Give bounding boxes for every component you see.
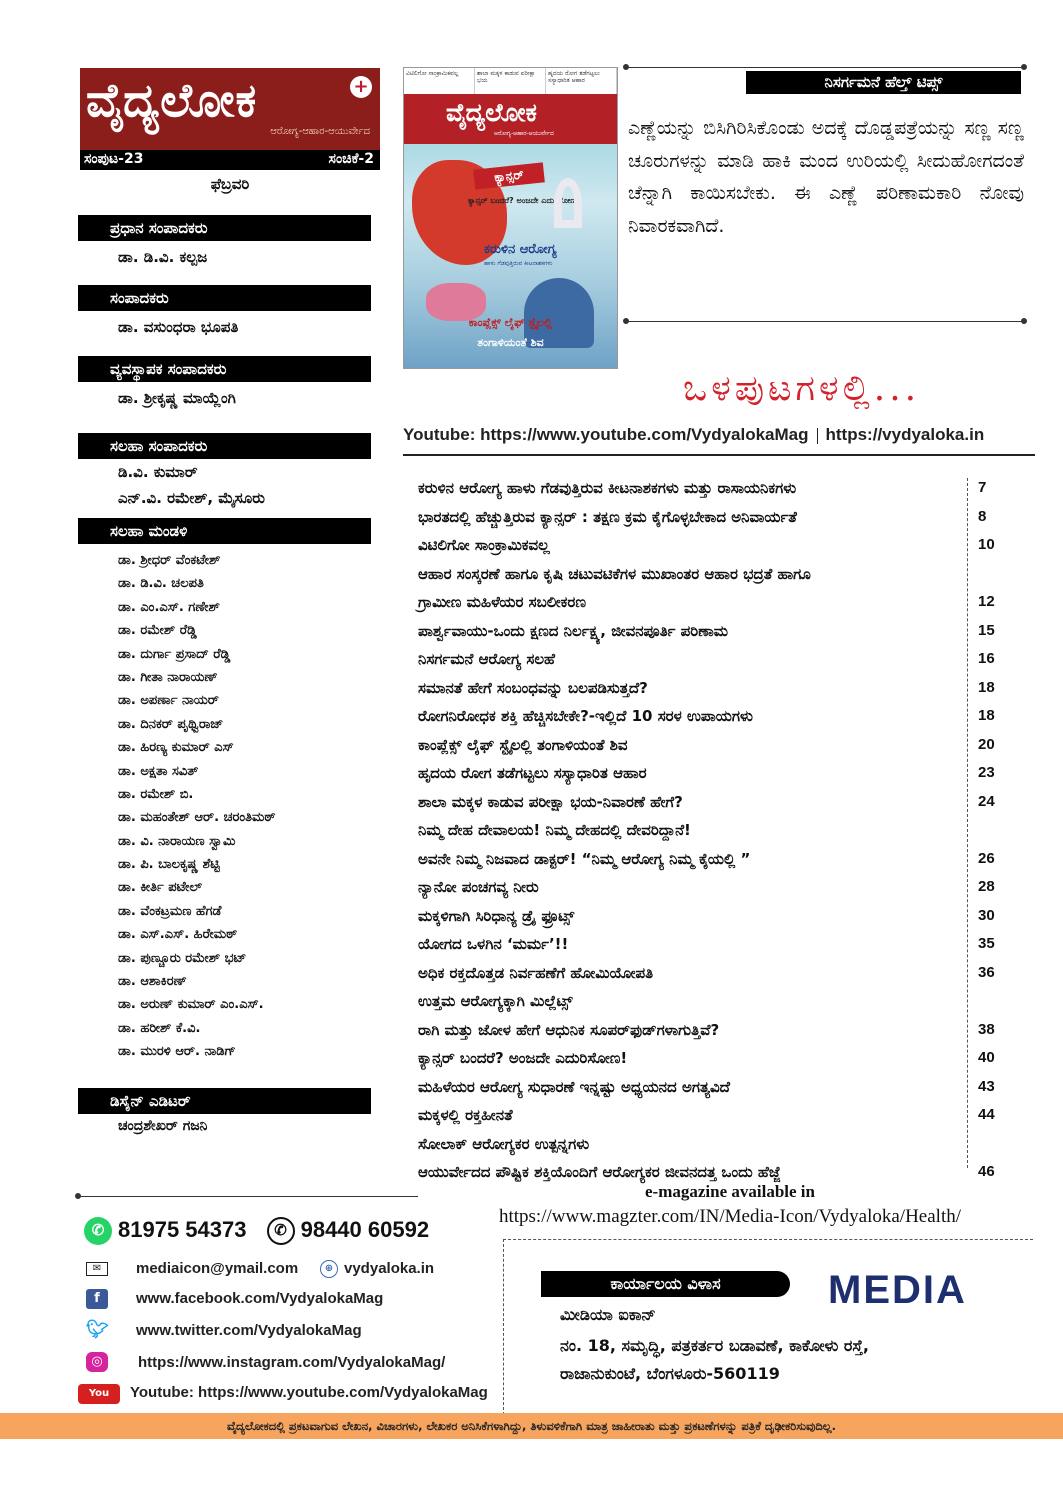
toc-page: 24	[978, 792, 995, 810]
toc-title: ನ್ಯಾನೋ ಪಂಚಗವ್ಯ ನೀರು	[418, 878, 539, 896]
contents-title: ಒಳಪುಟಗಳಲ್ಲಿ...	[683, 368, 921, 409]
toc-title: ಸೋಲಾಕ್ ಆರೋಗ್ಯಕರ ಉತ್ಪನ್ನಗಳು	[418, 1134, 590, 1153]
board-member: ಡಾ. ವಿ. ನಾರಾಯಣ ಸ್ವಾಮಿ	[118, 833, 236, 849]
disclaimer-bar: ವೈದ್ಯಲೋಕದಲ್ಲಿ ಪ್ರಕಟವಾಗುವ ಲೇಖನ, ವಿಚಾರಗಳು, ಲೇಖಕರ ಅನಿಸಿಕೆಗಳಾಗಿದ್ದು, ತಿಳುವಳಿಕೆಗಾಗಿ ಮಾತ್ರ ಜಾಹೀರಾತು ಮತ್ತು ಪ್ರಕಟಣೆಗಳನ್ನು ಪತ್ರಿಕೆ ದೃಢೀಕರಿಸುವುದಿಲ್ಲ.	[0, 1413, 1063, 1439]
awareness-ribbon-icon	[554, 178, 582, 228]
twitter-link[interactable]: www.twitter.com/VydyalokaMag	[136, 1322, 362, 1339]
toc-page: 18	[978, 678, 995, 696]
toc-page: 46	[978, 1163, 995, 1180]
board-member: ಡಾ. ಡಿ.ವಿ. ಚಲಪತಿ	[118, 576, 204, 592]
cover-gut-title: ಕರುಳಿನ ಆರೋಗ್ಯ	[484, 242, 557, 257]
board-member: ಡಾ. ಹಿರಣ್ಯ ಕುಮಾರ್ ಎಸ್	[118, 740, 234, 756]
toc-item[interactable]	[418, 620, 998, 649]
facebook-icon: f	[86, 1289, 108, 1309]
editor-name: ಡಾ. ವಸುಂಧರಾ ಭೂಪತಿ	[118, 318, 239, 336]
cover-question: ಕ್ಯಾನ್ಸರ್ ಬಂದರೆ? ಅಂಜದೇ ಎದುರಿಸೋಣ!	[468, 196, 580, 205]
board-member: ಡಾ. ಕೀರ್ತಿ ಪಟೇಲ್	[118, 880, 203, 896]
design-editor-heading: ಡಿಸೈನ್ ಎಡಿಟರ್	[78, 1088, 371, 1114]
email-link[interactable]: mediaicon@ymail.com	[136, 1260, 299, 1277]
masthead	[80, 68, 380, 150]
toc-item[interactable]	[418, 876, 998, 905]
cover-tagline: ಆರೋಗ್ಯ-ಆಹಾರ-ಆಯುರ್ವೇದ	[494, 130, 554, 137]
toc-page: 38	[978, 1020, 995, 1038]
toc-title: ಗ್ರಾಮೀಣ ಮಹಿಳೆಯರ ಸಬಲೀಕರಣ	[418, 593, 586, 611]
chief-editor-heading: ಪ್ರಧಾನ ಸಂಪಾದಕರು	[78, 215, 371, 241]
cover-image	[403, 67, 618, 369]
toc-title: ಶಾಲಾ ಮಕ್ಕಳ ಕಾಡುವ ಪರೀಕ್ಷಾ ಭಯ-ನಿವಾರಣೆ ಹೇಗೆ?	[418, 792, 683, 811]
board-member: ಡಾ. ಹರೀಶ್ ಕೆ.ವಿ.	[118, 1020, 201, 1036]
toc-title: ಆಹಾರ ಸಂಸ್ಕರಣೆ ಹಾಗೂ ಕೃಷಿ ಚಟುವಟಿಕೆಗಳ ಮುಖಾಂತರ ಆಹಾರ ಭದ್ರತೆ ಹಾಗೂ	[418, 564, 811, 583]
board-member: ಡಾ. ಎಂ.ಎಸ್. ಗಣೇಶ್	[118, 599, 220, 615]
address-line-1: ನಂ. 18, ಸಮೃದ್ಧಿ, ಪತ್ರಕರ್ತರ ಬಡಾವಣೆ, ಕಾಕೋಳು ರಸ್ತೆ,	[560, 1336, 869, 1355]
toc-title: ನಿಮ್ಮ ದೇಹ ದೇವಾಲಯ! ನಿಮ್ಮ ದೇಹದಲ್ಲಿ ದೇವರಿದ್ದಾನೆ!	[418, 821, 691, 839]
office-dashed-rule	[503, 1239, 1033, 1240]
toc-item[interactable]	[418, 1076, 998, 1105]
toc-page: 44	[978, 1106, 995, 1123]
board-member: ಡಾ. ದುರ್ಗಾ ಪ್ರಸಾದ್ ರೆಡ್ಡಿ	[118, 646, 231, 662]
mail-icon: ✉	[86, 1262, 108, 1276]
toc-item[interactable]	[418, 1047, 998, 1076]
toc-item[interactable]	[418, 648, 998, 677]
contents-links	[403, 425, 1033, 445]
volume-label: ಸಂಪುಟ-23	[84, 151, 144, 167]
toc-page: 18	[978, 707, 995, 724]
toc-title: ವಿಟಿಲಿಗೋ ಸಾಂಕ್ರಾಮಿಕವಲ್ಲ	[418, 536, 550, 554]
website-link-footer[interactable]: vydyaloka.in	[344, 1260, 435, 1277]
toc-title: ಉತ್ತಮ ಆರೋಗ್ಯಕ್ಕಾಗಿ ಮಿಲ್ಲೆಟ್ಸ್	[418, 992, 573, 1010]
tips-top-rule	[626, 67, 1024, 68]
cover-top-item: ಶಾಲಾ ಮಕ್ಕಳ ಕಾಡುವ ಪರೀಕ್ಷಾ ಭಯ	[475, 68, 546, 94]
toc-item[interactable]	[418, 962, 998, 991]
advisory-editors-heading: ಸಲಹಾ ಸಂಪಾದಕರು	[78, 433, 371, 459]
toc-page: 20	[978, 735, 995, 753]
toc-title: ಮಹಿಳೆಯರ ಆರೋಗ್ಯ ಸುಧಾರಣೆ ಇನ್ನಷ್ಟು ಅಧ್ಯಯನದ ಅಗತ್ಯವಿದೆ	[418, 1077, 730, 1096]
board-member: ಡಾ. ಎಸ್.ಎಸ್. ಹಿರೇಮಠ್	[118, 927, 238, 943]
toc-page: 16	[978, 650, 995, 667]
toc-item[interactable]	[418, 563, 998, 592]
toc-title: ಕಾಂಪ್ಲೆಕ್ಸ್ ಲೈಫ್ ಸ್ಟೈಲಲ್ಲಿ ತಂಗಾಳಿಯಂತೆ ಶಿವ	[418, 735, 628, 754]
phone-number[interactable]: 98440 60592	[300, 1217, 430, 1242]
board-member: ಡಾ. ಗೀತಾ ನಾರಾಯಣ್	[118, 669, 218, 685]
toc-item[interactable]	[418, 477, 998, 506]
twitter-icon: 🐦︎	[86, 1319, 109, 1340]
toc-title: ಅವನೇ ನಿಮ್ಮ ನಿಜವಾದ ಡಾಕ್ಟರ್! “ನಿಮ್ಮ ಆರೋಗ್ಯ ನಿಮ್ಮ ಕೈಯಲ್ಲಿ ”	[418, 849, 751, 868]
contact-top-rule	[78, 1196, 418, 1197]
chief-editor-name: ಡಾ. ಡಿ.ವಿ. ಕಲ್ಪಜ	[118, 248, 208, 266]
toc-title: ಮಕ್ಕಳಿಗಾಗಿ ಸಿರಿಧಾನ್ಯ ಡ್ರೈ ಫ್ರೂಟ್ಸ್	[418, 906, 575, 925]
phone-row	[84, 1217, 429, 1245]
toc-item[interactable]	[418, 1104, 998, 1133]
advisory-editor-1: ಡಿ.ವಿ. ಕುಮಾರ್	[118, 463, 198, 481]
managing-editor-heading: ವ್ಯವಸ್ಥಾಪಕ ಸಂಪಾದಕರು	[78, 356, 371, 382]
toc-title: ಪಾರ್ಶ್ವವಾಯು-ಒಂದು ಕ್ಷಣದ ನಿರ್ಲಕ್ಷ್ಯ, ಜೀವನಪೂರ್ತಿ ಪರಿಣಾಮ	[418, 621, 729, 640]
table-of-contents	[418, 477, 998, 1190]
youtube-link-footer[interactable]: Youtube: https://www.youtube.com/VydyalokaMag	[130, 1384, 488, 1401]
cover-top-item: ಹೃದಯ ರೋಗ ತಡೆಗಟ್ಟಲು ಸಸ್ಯಾಧಾರಿತ ಆಹಾರ	[546, 68, 617, 94]
toc-page: 26	[978, 849, 995, 867]
phone-icon: ✆	[267, 1217, 295, 1245]
board-member: ಡಾ. ದಿನಕರ್ ಪೃಥ್ವಿರಾಜ್	[118, 716, 224, 732]
contents-rule	[403, 454, 1035, 456]
toc-page: 40	[978, 1049, 995, 1066]
whatsapp-icon: ✆	[84, 1217, 112, 1245]
toc-item[interactable]	[418, 1133, 998, 1162]
globe-icon: ⊕	[320, 1260, 338, 1278]
issue-bar	[80, 150, 380, 170]
youtube-icon: You	[78, 1384, 120, 1404]
board-member: ಡಾ. ಶ್ರೀಧರ್ ವೆಂಕಟೇಶ್	[118, 553, 221, 568]
masthead-tagline: ಆರೋಗ್ಯ-ಆಹಾರ-ಆಯುರ್ವೇದ	[270, 126, 370, 137]
toc-item[interactable]	[418, 705, 998, 734]
cover-title: ವೈದ್ಯಲೋಕ	[446, 98, 537, 127]
toc-title: ಅಧಿಕ ರಕ್ತದೊತ್ತಡ ನಿರ್ವಹಣೆಗೆ ಹೋಮಿಯೋಪತಿ	[418, 963, 654, 982]
toc-item[interactable]	[418, 734, 998, 763]
toc-item[interactable]	[418, 791, 998, 820]
toc-title: ಆಯುರ್ವೇದದ ಪೌಷ್ಟಿಕ ಶಕ್ತಿಯೊಂದಿಗೆ ಆರೋಗ್ಯಕರ ಜೀವನದತ್ತ ಒಂದು ಹೆಜ್ಜೆ	[418, 1163, 781, 1181]
toc-item[interactable]	[418, 848, 998, 877]
toc-item[interactable]	[418, 591, 998, 620]
toc-page: 15	[978, 621, 995, 639]
office-dashed-divider	[503, 1239, 504, 1415]
office-name: ಮೀಡಿಯಾ ಐಕಾನ್	[560, 1305, 656, 1324]
board-member: ಡಾ. ಪುಣ್ಚೂರು ರಮೇಶ್ ಭಟ್	[118, 950, 247, 966]
toc-title: ರಾಗಿ ಮತ್ತು ಜೋಳ ಹೇಗೆ ಆಧುನಿಕ ಸೂಪರ್‌ಫುಡ್‌ಗಳಾಗುತ್ತಿವೆ?	[418, 1020, 720, 1039]
toc-page: 7	[978, 479, 987, 496]
toc-page: 12	[978, 593, 995, 610]
issue-label: ಸಂಚಿಕೆ-2	[328, 151, 374, 167]
board-member: ಡಾ. ಪಿ. ಬಾಲಕೃಷ್ಣ ಶೆಟ್ಟಿ	[118, 857, 220, 873]
link-separator	[817, 428, 818, 444]
media-logo-text: MEDIA	[828, 1268, 967, 1312]
toc-page: 8	[978, 507, 987, 525]
toc-title: ರೋಗನಿರೋಧಕ ಶಕ್ತಿ ಹೆಚ್ಚಿಸಬೇಕೇ?-ಇಲ್ಲಿದೆ 10 ಸರಳ ಉಪಾಯಗಳು	[418, 707, 753, 725]
masthead-title: ವೈದ್ಯಲೋಕ	[86, 73, 258, 127]
youtube-link[interactable]: Youtube: https://www.youtube.com/VydyalokaMag	[403, 425, 809, 444]
instagram-link[interactable]: https://www.instagram.com/VydyalokaMag/	[138, 1354, 446, 1371]
toc-title: ಯೋಗದ ಒಳಗಿನ ‘ಮರ್ಮ’!!	[418, 935, 569, 953]
toc-title: ಹೃದಯ ರೋಗ ತಡೆಗಟ್ಟಲು ಸಸ್ಯಾಧಾರಿತ ಆಹಾರ	[418, 764, 647, 782]
toc-page: 28	[978, 878, 995, 895]
cover-bottom-line-2: ತಂಗಾಳಿಯಂತೆ ಶಿವ	[477, 336, 544, 349]
advisory-editor-2: ಎನ್.ವಿ. ರಮೇಶ್, ಮೈಸೂರು	[118, 489, 265, 507]
board-member: ಡಾ. ಅಕ್ಷತಾ ಸವಿತ್	[118, 763, 199, 779]
toc-page: 43	[978, 1077, 995, 1095]
toc-item[interactable]	[418, 506, 998, 535]
health-tips-heading: ನಿಸರ್ಗಮನೆ ಹೆಲ್ತ್ ಟಿಪ್ಸ್	[746, 71, 1021, 94]
toc-page: 30	[978, 906, 995, 924]
issue-month: ಫೆಬ್ರವರಿ	[210, 175, 250, 193]
website-link[interactable]: https://vydyaloka.in	[825, 425, 985, 444]
toc-item[interactable]	[418, 534, 998, 563]
toc-page: 10	[978, 536, 995, 553]
cover-cancer-label: ಕ್ಯಾನ್ಸರ್	[473, 162, 545, 189]
tips-bottom-rule	[626, 321, 1024, 322]
cover-top-strip	[404, 68, 617, 94]
cover-top-item: ವಿಟಿಲಿಗೋ ಸಾಂಕ್ರಾಮಿಕವಲ್ಲ	[404, 68, 475, 94]
toc-title: ಕ್ಯಾನ್ಸರ್ ಬಂದರೆ? ಅಂಜದೇ ಎದುರಿಸೋಣ!	[418, 1049, 628, 1067]
advisory-board-list	[118, 549, 275, 1064]
toc-item[interactable]	[418, 762, 998, 791]
toc-title: ಸಮಾನತೆ ಹೇಗೆ ಸಂಬಂಧವನ್ನು ಬಲಪಡಿಸುತ್ತದೆ?	[418, 678, 648, 697]
board-member: ಡಾ. ರಮೇಶ್ ರೆಡ್ಡಿ	[118, 623, 197, 639]
emagazine-label: e-magazine available in	[645, 1182, 815, 1201]
toc-title: ನಿಸರ್ಗಮನೆ ಆರೋಗ್ಯ ಸಲಹೆ	[418, 650, 556, 668]
editor-heading: ಸಂಪಾದಕರು	[78, 285, 371, 311]
cover-bottom-line-1: ಕಾಂಪ್ಲೆಕ್ಸ್ ಲೈಫ್ ಸ್ಟೈಲಲ್ಲಿ	[468, 316, 553, 329]
design-editor-name: ಚಂದ್ರಶೇಖರ್ ಗಜನಿ	[118, 1118, 208, 1134]
instagram-icon: ◎	[86, 1352, 108, 1372]
whatsapp-number[interactable]: 81975 54373	[118, 1217, 247, 1242]
toc-item[interactable]	[418, 677, 998, 706]
emagazine-link[interactable]: https://www.magzter.com/IN/Media-Icon/Vydyaloka/Health/	[498, 1206, 962, 1227]
toc-title: ಭಾರತದಲ್ಲಿ ಹೆಚ್ಚುತ್ತಿರುವ ಕ್ಯಾನ್ಸರ್ : ತಕ್ಷಣ ಕ್ರಮ ಕೈಗೊಳ್ಳಬೇಕಾದ ಅನಿವಾರ್ಯತೆ	[418, 507, 797, 526]
medical-cross-icon: +	[350, 76, 372, 98]
board-member: ಡಾ. ಮಹಂತೇಶ್ ಆರ್. ಚರಂತಿಮಠ್	[118, 810, 276, 826]
toc-page: 35	[978, 935, 995, 952]
health-tips-body: ಎಣ್ಣೆಯನ್ನು ಬಿಸಿಗಿರಿಸಿಕೊಂಡು ಅದಕ್ಕೆ ದೊಡ್ಡಪತ್ರೆಯನ್ನು ಸಣ್ಣ ಸಣ್ಣ ಚೂರುಗಳನ್ನು ಮಾಡಿ ಹಾಕಿ ಮಂದ ಉರಿಯಲ್ಲಿ ಸೀದುಹೋಗದಂತೆ ಚೆನ್ನಾಗಿ ಕಾಯಿಸಬೇಕು. ಈ ಎಣ್ಣೆ ಪರಿಣಾಮಕಾರಿ ನೋವು ನಿವಾರಕವಾಗಿದೆ.	[628, 117, 1024, 237]
cover-masthead	[404, 94, 617, 144]
toc-item[interactable]	[418, 990, 998, 1019]
office-address-heading: ಕಾರ್ಯಾಲಯ ವಿಳಾಸ	[541, 1271, 790, 1297]
toc-title: ಕರುಳಿನ ಆರೋಗ್ಯ ಹಾಳು ಗೆಡವುತ್ತಿರುವ ಕೀಟನಾಶಕಗಳು ಮತ್ತು ರಾಸಾಯನಿಕಗಳು	[418, 479, 797, 497]
toc-title: ಮಕ್ಕಳಲ್ಲಿ ರಕ್ತಹೀನತೆ	[418, 1106, 513, 1124]
toc-item[interactable]	[418, 1019, 998, 1048]
toc-item[interactable]	[418, 905, 998, 934]
toc-page: 23	[978, 764, 995, 781]
managing-editor-name: ಡಾ. ಶ್ರೀಕೃಷ್ಣ ಮಾಯ್ಲೆಂಗಿ	[118, 389, 236, 407]
toc-item[interactable]	[418, 819, 998, 848]
facebook-link[interactable]: www.facebook.com/VydyalokaMag	[136, 1290, 384, 1307]
board-member: ಡಾ. ಅಪರ್ಣಾ ನಾಯರ್	[118, 693, 219, 709]
advisory-board-heading: ಸಲಹಾ ಮಂಡಳಿ	[78, 518, 371, 544]
board-member: ಡಾ. ಮುರಳಿ ಆರ್. ನಾಡಿಗ್	[118, 1044, 236, 1060]
media-logo	[828, 1268, 967, 1313]
cover-gut-subtitle: ಹಾಳು ಗೆಡವುತ್ತಿರುವ ಕೀಟನಾಶಕಗಳು	[484, 260, 553, 267]
board-member: ಡಾ. ರಮೇಶ್ ಬಿ.	[118, 786, 194, 802]
address-line-2: ರಾಜಾನುಕುಂಟೆ, ಬೆಂಗಳೂರು-560119	[560, 1364, 780, 1383]
toc-page: 36	[978, 963, 995, 981]
board-member: ಡಾ. ಆಶಾಕಿರಣ್	[118, 974, 187, 990]
toc-item[interactable]	[418, 933, 998, 962]
board-member: ಡಾ. ಅರುಣ್ ಕುಮಾರ್ ಎಂ.ಎಸ್.	[118, 997, 264, 1013]
board-member: ಡಾ. ವೆಂಕಟ್ರಮಣ ಹೆಗಡೆ	[118, 903, 222, 919]
